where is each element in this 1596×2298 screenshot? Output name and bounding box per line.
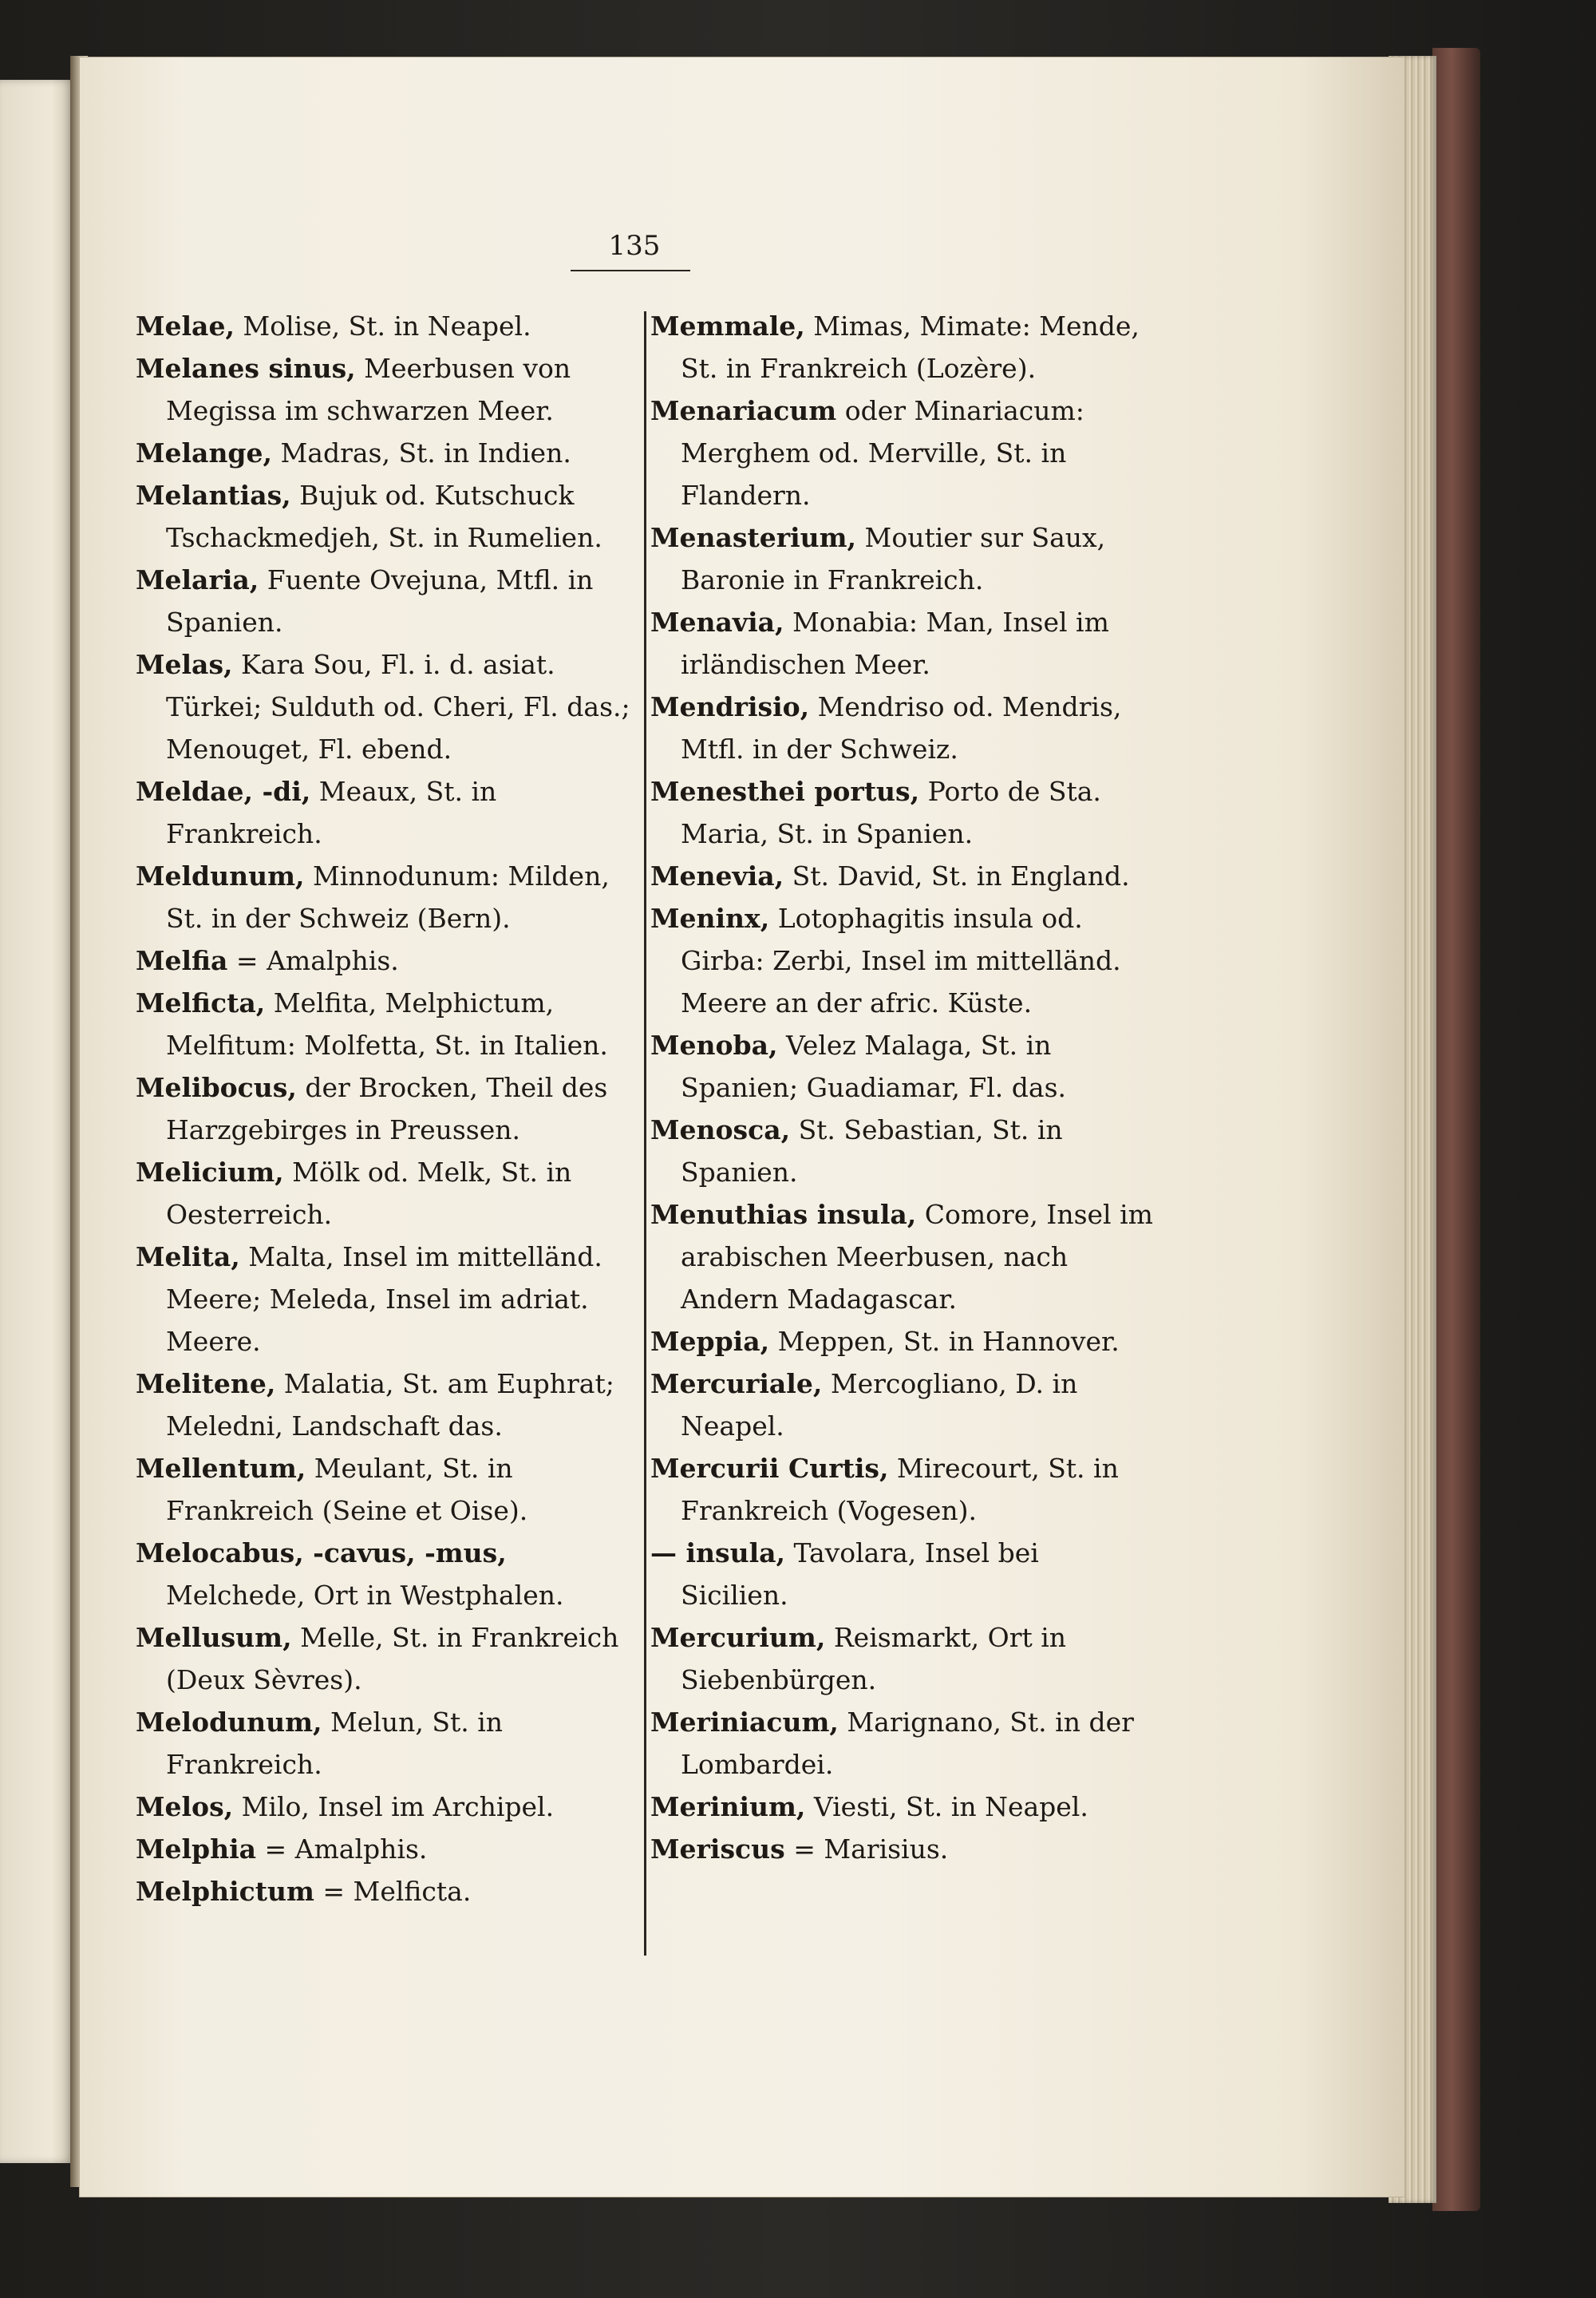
dictionary-entry bbox=[650, 1320, 1153, 1363]
entry-definition: = Marisius. bbox=[784, 1833, 949, 1865]
entry-definition: Melfita, Melphictum, Melfitum: Molfetta, St. in Italien. bbox=[166, 987, 608, 1061]
entry-headword: Melantias, bbox=[136, 480, 291, 511]
entry-headword: — insula, bbox=[650, 1537, 785, 1568]
entry-headword: Mellusum, bbox=[136, 1622, 292, 1653]
dictionary-entry bbox=[136, 1151, 638, 1236]
entry-headword: Melos, bbox=[136, 1791, 234, 1822]
entry-headword: Menoba, bbox=[650, 1030, 778, 1061]
entry-definition: Monabia: Man, Insel im irländischen Meer. bbox=[681, 607, 1109, 680]
entry-headword: Mercurium, bbox=[650, 1622, 826, 1653]
dictionary-entry bbox=[136, 939, 638, 982]
entry-definition: oder Minariacum: Merghem od. Merville, St. in Flandern. bbox=[681, 395, 1084, 511]
dictionary-entry bbox=[650, 855, 1153, 897]
dictionary-entry bbox=[650, 1828, 1153, 1870]
entry-definition: St. David, St. in England. bbox=[784, 860, 1130, 892]
entry-headword: Melaria, bbox=[136, 564, 259, 595]
entry-headword: Menuthias insula, bbox=[650, 1199, 917, 1230]
dictionary-entry bbox=[136, 1363, 638, 1447]
dictionary-entry bbox=[136, 1236, 638, 1363]
dictionary-entry bbox=[650, 1024, 1153, 1109]
entry-definition: Marignano, St. in der Lombardei. bbox=[681, 1707, 1134, 1780]
entry-headword: Melphictum bbox=[136, 1876, 314, 1907]
entry-headword: Melas, bbox=[136, 649, 233, 680]
dictionary-entry bbox=[650, 897, 1153, 1024]
entry-definition: Melle, St. in Frankreich (Deux Sèvres). bbox=[166, 1622, 619, 1695]
dictionary-entry bbox=[136, 305, 638, 347]
entry-headword: Melodunum, bbox=[136, 1707, 322, 1738]
entry-headword: Menavia, bbox=[650, 607, 784, 638]
entry-headword: Melocabus, -cavus, -mus, bbox=[136, 1537, 507, 1568]
entry-definition: Minnodunum: Milden, St. in der Schweiz (Bern). bbox=[166, 860, 610, 934]
dictionary-entry bbox=[650, 770, 1153, 855]
dictionary-entry bbox=[136, 1828, 638, 1870]
dictionary-entry bbox=[650, 601, 1153, 686]
entry-headword: Melicium, bbox=[136, 1157, 284, 1188]
dictionary-entry bbox=[650, 1701, 1153, 1786]
dictionary-entry bbox=[136, 1532, 638, 1616]
entry-definition: Meulant, St. in Frankreich (Seine et Oise). bbox=[166, 1453, 528, 1526]
entry-headword: Meppia, bbox=[650, 1326, 770, 1357]
entry-definition: Meaux, St. in Frankreich. bbox=[166, 776, 497, 849]
dictionary-entry bbox=[650, 1532, 1153, 1616]
entry-definition: = Melficta. bbox=[314, 1876, 472, 1907]
entry-definition: St. Sebastian, St. in Spanien. bbox=[681, 1114, 1063, 1188]
dictionary-entry bbox=[136, 982, 638, 1066]
entry-definition: Melchede, Ort in Westphalen. bbox=[166, 1580, 564, 1611]
dictionary-entry bbox=[136, 347, 638, 432]
entry-headword: Menosca, bbox=[650, 1114, 791, 1145]
entry-headword: Melibocus, bbox=[136, 1072, 297, 1103]
entry-definition: Mirecourt, St. in Frankreich (Vogesen). bbox=[681, 1453, 1119, 1526]
dictionary-entry bbox=[136, 559, 638, 643]
entry-definition: Malta, Insel im mittelländ. Meere; Meleda, Insel im adriat. Meere. bbox=[166, 1241, 602, 1357]
book-cover-edge bbox=[1432, 48, 1480, 2211]
entry-definition: Porto de Sta. Maria, St. in Spanien. bbox=[681, 776, 1101, 849]
entry-headword: Meninx, bbox=[650, 903, 770, 934]
dictionary-entry bbox=[650, 305, 1153, 390]
entry-definition: Mölk od. Melk, St. in Oesterreich. bbox=[166, 1157, 572, 1230]
entry-definition: Molise, St. in Neapel. bbox=[234, 310, 531, 342]
dictionary-entry bbox=[136, 1786, 638, 1828]
left-column bbox=[136, 305, 638, 1912]
dictionary-entry bbox=[136, 643, 638, 770]
entry-headword: Menariacum bbox=[650, 395, 837, 426]
entry-definition: Melun, St. in Frankreich. bbox=[166, 1707, 504, 1780]
entry-headword: Meldunum, bbox=[136, 860, 305, 892]
entry-headword: Mercuriale, bbox=[650, 1368, 823, 1399]
entry-headword: Melita, bbox=[136, 1241, 240, 1272]
dictionary-entry bbox=[650, 1447, 1153, 1532]
dictionary-entry bbox=[650, 390, 1153, 516]
dictionary-entry bbox=[136, 1066, 638, 1151]
entry-definition: Moutier sur Saux, Baronie in Frankreich. bbox=[681, 522, 1106, 595]
entry-definition: Malatia, St. am Euphrat; Meledni, Landschaft das. bbox=[166, 1368, 614, 1442]
entry-definition: = Amalphis. bbox=[227, 945, 399, 976]
entry-definition: Meppen, St. in Hannover. bbox=[769, 1326, 1120, 1357]
dictionary-entry bbox=[650, 1363, 1153, 1447]
entry-headword: Melae, bbox=[136, 310, 235, 342]
dictionary-entry bbox=[136, 432, 638, 474]
dictionary-entry bbox=[136, 1447, 638, 1532]
entry-definition: Madras, St. in Indien. bbox=[272, 437, 571, 469]
dictionary-entry bbox=[136, 1616, 638, 1701]
entry-headword: Melfia bbox=[136, 945, 228, 976]
entry-headword: Menevia, bbox=[650, 860, 784, 892]
entry-headword: Melficta, bbox=[136, 987, 266, 1018]
entry-headword: Menasterium, bbox=[650, 522, 857, 553]
dictionary-entry bbox=[650, 1193, 1153, 1320]
column-divider bbox=[644, 311, 646, 1956]
entry-headword: Mendrisio, bbox=[650, 691, 810, 722]
entry-definition: Mimas, Mimate: Mende, St. in Frankreich (Lozère). bbox=[681, 310, 1140, 384]
entry-definition: Reismarkt, Ort in Siebenbürgen. bbox=[681, 1622, 1067, 1695]
entry-definition: Mercogliano, D. in Neapel. bbox=[681, 1368, 1078, 1442]
entry-definition: Kara Sou, Fl. i. d. asiat. Türkei; Sulduth od. Cheri, Fl. das.; Menouget, Fl. ebend. bbox=[166, 649, 630, 765]
entry-definition: Meerbusen von Megissa im schwarzen Meer. bbox=[166, 353, 571, 426]
entry-definition: der Brocken, Theil des Harzgebirges in Preussen. bbox=[166, 1072, 608, 1145]
right-column bbox=[650, 305, 1153, 1870]
dictionary-entry bbox=[136, 1701, 638, 1786]
dictionary-entry bbox=[136, 474, 638, 559]
entry-headword: Mercurii Curtis, bbox=[650, 1453, 889, 1484]
dictionary-entry bbox=[650, 1109, 1153, 1193]
entry-headword: Merinium, bbox=[650, 1791, 806, 1822]
entry-headword: Meriniacum, bbox=[650, 1707, 839, 1738]
entry-headword: Melphia bbox=[136, 1833, 257, 1865]
dictionary-entry bbox=[136, 855, 638, 939]
entry-definition: Velez Malaga, St. in Spanien; Guadiamar, Fl. das. bbox=[681, 1030, 1066, 1103]
entry-headword: Meldae, -di, bbox=[136, 776, 311, 807]
dictionary-entry bbox=[650, 686, 1153, 770]
entry-definition: Tavolara, Insel bei Sicilien. bbox=[681, 1537, 1039, 1611]
dictionary-entry bbox=[650, 516, 1153, 601]
entry-headword: Meriscus bbox=[650, 1833, 785, 1865]
entry-definition: = Amalphis. bbox=[256, 1833, 428, 1865]
entry-definition: Fuente Ovejuna, Mtfl. in Spanien. bbox=[166, 564, 594, 638]
left-page-edge bbox=[0, 80, 73, 2163]
entry-definition: Milo, Insel im Archipel. bbox=[233, 1791, 555, 1822]
entry-definition: Bujuk od. Kutschuck Tschackmedjeh, St. in Rumelien. bbox=[166, 480, 602, 553]
entry-headword: Melanes sinus, bbox=[136, 353, 356, 384]
page-number-rule bbox=[571, 270, 690, 271]
entry-headword: Menesthei portus, bbox=[650, 776, 920, 807]
entry-definition: Lotophagitis insula od. Girba: Zerbi, Insel im mittelländ. Meere an der afric. Küste. bbox=[681, 903, 1121, 1018]
page-number: 135 bbox=[608, 230, 661, 262]
dictionary-entry bbox=[136, 770, 638, 855]
dictionary-entry bbox=[650, 1786, 1153, 1828]
entry-definition: Comore, Insel im arabischen Meerbusen, nach Andern Madagascar. bbox=[681, 1199, 1153, 1315]
entry-definition: Viesti, St. in Neapel. bbox=[805, 1791, 1088, 1822]
entry-headword: Melange, bbox=[136, 437, 272, 469]
entry-headword: Mellentum, bbox=[136, 1453, 306, 1484]
dictionary-entry bbox=[650, 1616, 1153, 1701]
dictionary-entry bbox=[136, 1870, 638, 1912]
entry-headword: Memmale, bbox=[650, 310, 805, 342]
entry-definition: Mendriso od. Mendris, Mtfl. in der Schweiz. bbox=[681, 691, 1122, 765]
entry-headword: Melitene, bbox=[136, 1368, 276, 1399]
